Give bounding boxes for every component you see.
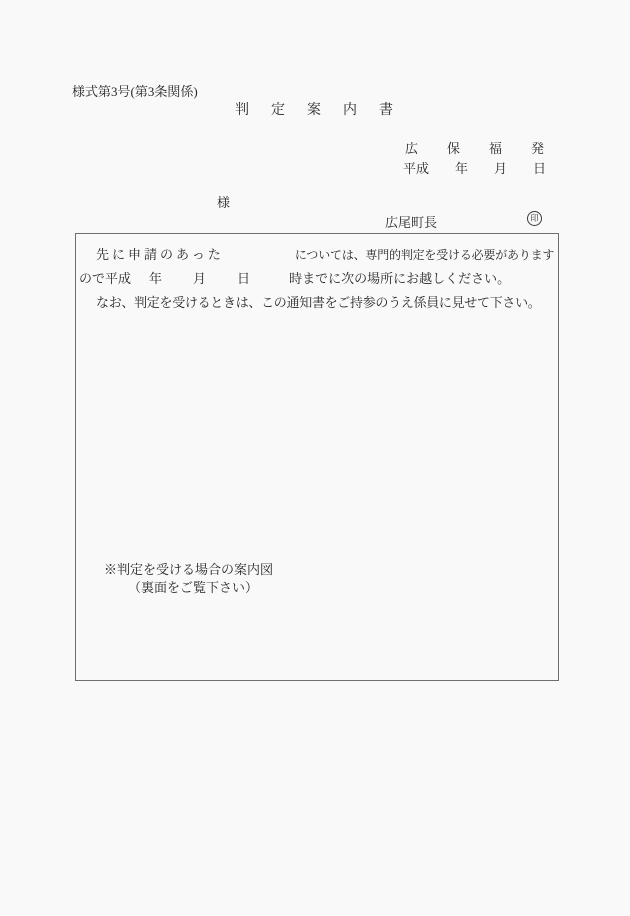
issue-date-line: 平成 年 月 日 (403, 161, 547, 176)
notice-box (75, 233, 559, 681)
addressee-honorific: 様 (217, 195, 231, 210)
document-title: 判 定 案 内 書 (235, 103, 397, 118)
sender-title: 広尾町長 (385, 215, 438, 230)
line1-lead-text: 先に申請のあった (96, 247, 224, 262)
line2-month-label: 月 (193, 271, 207, 286)
line2-rest-text: 時までに次の場所にお越しください。 (289, 271, 511, 286)
map-note-line1: ※判定を受ける場合の案内図 (104, 562, 274, 577)
document-code: 広 保 福 発 (405, 141, 553, 156)
seal-stamp-icon (527, 211, 542, 226)
body-line-3: なお、判定を受けるときは、この通知書をご持参のうえ係員に見せて下さい。 (96, 295, 541, 310)
seal-character: 印 (530, 213, 539, 223)
line1-rest-text: については、専門的判定を受ける必要があります (294, 248, 555, 262)
line2-era-lead: ので平成 (79, 271, 132, 286)
form-number: 様式第3号(第3条関係) (72, 84, 198, 99)
body-line-1 (96, 248, 554, 263)
line2-day-label: 日 (237, 271, 251, 286)
line2-year-label: 年 (149, 271, 163, 286)
map-note-line2: （裏面をご覧下さい） (128, 580, 259, 595)
map-note (104, 561, 273, 597)
body-line-2 (79, 272, 510, 287)
